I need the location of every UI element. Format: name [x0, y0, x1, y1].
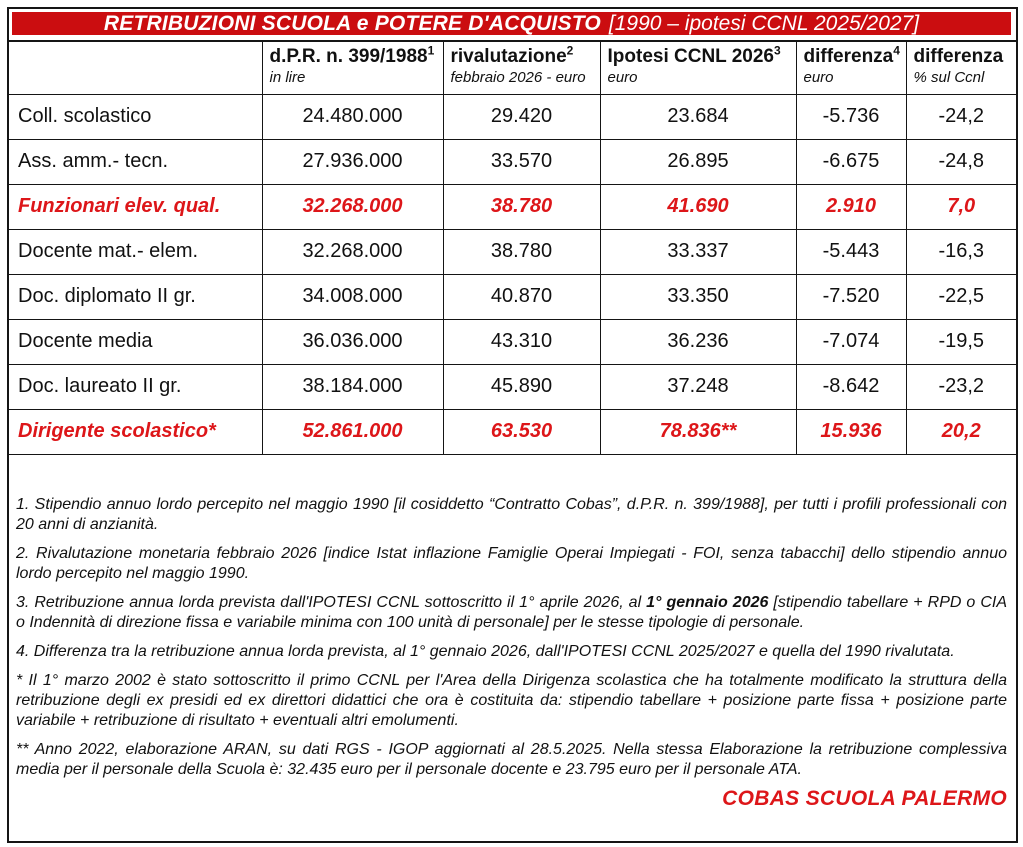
- value-cell: 38.780: [443, 229, 600, 274]
- row-doc-diplomato-ii-gr: [9, 274, 1016, 319]
- column-header-dpr-399-1988: d.P.R. n. 399/1988$^1$ in lire: [262, 42, 443, 94]
- value-cell: -24,2: [906, 94, 1016, 139]
- column-header-rivalutazione: rivalutazione$^2$ febbraio 2026 - euro: [443, 42, 600, 94]
- row-label: Docente media: [9, 319, 262, 364]
- footnote-2: 2. Rivalutazione monetaria febbraio 2026 [indice Istat inflazione Famiglie Operai Impiegati - FOI, senza tabacchi] dello stipendio annuo lordo percepito nel maggio 1990.: [16, 544, 1007, 582]
- value-cell: 20,2: [906, 409, 1016, 454]
- value-cell: -5.736: [796, 94, 906, 139]
- value-cell: 33.350: [600, 274, 796, 319]
- value-cell: -7.074: [796, 319, 906, 364]
- row-doc-laureato-ii-gr: [9, 364, 1016, 409]
- value-cell: 29.420: [443, 94, 600, 139]
- value-cell: -24,8: [906, 139, 1016, 184]
- value-cell: -22,5: [906, 274, 1016, 319]
- column-header-profile: [9, 42, 262, 94]
- value-cell: 15.936: [796, 409, 906, 454]
- title-text-main: RETRIBUZIONI SCUOLA e POTERE D'ACQUISTO: [103, 11, 601, 35]
- title-banner: [12, 12, 1011, 35]
- value-cell: 24.480.000: [262, 94, 443, 139]
- value-cell: 26.895: [600, 139, 796, 184]
- column-header-differenza-percent: differenza % sul Ccnl: [906, 42, 1016, 94]
- value-cell: 38.184.000: [262, 364, 443, 409]
- row-label: Docente mat.- elem.: [9, 229, 262, 274]
- row-label: Doc. laureato II gr.: [9, 364, 262, 409]
- title-text-bracket: [1990 – ipotesi CCNL 2025/2027]: [608, 11, 920, 35]
- signature: COBAS SCUOLA PALERMO: [722, 786, 1007, 810]
- footnotes-section: [9, 455, 1016, 809]
- row-label: Funzionari elev. qual.: [9, 184, 262, 229]
- value-cell: 45.890: [443, 364, 600, 409]
- row-label: Coll. scolastico: [9, 94, 262, 139]
- value-cell: 41.690: [600, 184, 796, 229]
- value-cell: 36.236: [600, 319, 796, 364]
- row-label: Ass. amm.- tecn.: [9, 139, 262, 184]
- footnote-3: 3. Retribuzione annua lorda prevista dall'IPOTESI CCNL sottoscritto il 1° aprile 2026, al 1° gennaio 2026 [stipendio tabellare + RPD o CIA o Indennità di direzione fissa e variabile minima con 100 unità di personale] per le stesse tipologie di personale.: [16, 593, 1008, 631]
- row-label: Doc. diplomato II gr.: [9, 274, 262, 319]
- footnote-4: 4. Differenza tra la retribuzione annua lorda prevista, al 1° gennaio 2026, dall'IPOTESI CCNL 2025/2027 e quella del 1990 rivalutata.: [16, 642, 955, 660]
- value-cell: -7.520: [796, 274, 906, 319]
- value-cell: 36.036.000: [262, 319, 443, 364]
- value-cell: 43.310: [443, 319, 600, 364]
- value-cell: -23,2: [906, 364, 1016, 409]
- salary-table: [9, 42, 1016, 455]
- value-cell: 33.337: [600, 229, 796, 274]
- value-cell: 23.684: [600, 94, 796, 139]
- value-cell: -5.443: [796, 229, 906, 274]
- value-cell: -19,5: [906, 319, 1016, 364]
- value-cell: 27.936.000: [262, 139, 443, 184]
- value-cell: 32.268.000: [262, 184, 443, 229]
- footnote-1: 1. Stipendio annuo lordo percepito nel maggio 1990 [il cosiddetto “Contratto Cobas”, d.P.R. n. 399/1988], per tutti i profili professionali con 20 anni di anzianità.: [16, 495, 1007, 533]
- column-header-ipotesi-ccnl-2026: Ipotesi CCNL 2026$^3$ euro: [600, 42, 796, 94]
- value-cell: -8.642: [796, 364, 906, 409]
- value-cell: -6.675: [796, 139, 906, 184]
- row-funzionari-elev-qual: [9, 184, 1016, 229]
- row-docente-media: [9, 319, 1016, 364]
- value-cell: 34.008.000: [262, 274, 443, 319]
- row-ass-amm-tecn: [9, 139, 1016, 184]
- value-cell: 37.248: [600, 364, 796, 409]
- row-label: Dirigente scolastico*: [9, 409, 262, 454]
- value-cell: 63.530: [443, 409, 600, 454]
- title-row: [9, 9, 1016, 42]
- document-frame: [7, 7, 1018, 843]
- footnote-star: * Il 1° marzo 2002 è stato sottoscritto il primo CCNL per l'Area della Dirigenza scolastica che ha totalmente modificato la struttura della retribuzione degli ex presidi ed ex direttori didattici che ora è costituita da: stipendio tabellare + posizione parte fissa + posizione parte variabile + retribuzione di risultato + eventuali altri emolumenti.: [16, 671, 1007, 729]
- header-row: [9, 42, 1016, 94]
- row-coll-scolastico: [9, 94, 1016, 139]
- value-cell: 52.861.000: [262, 409, 443, 454]
- value-cell: 32.268.000: [262, 229, 443, 274]
- value-cell: 33.570: [443, 139, 600, 184]
- value-cell: 78.836**: [600, 409, 796, 454]
- value-cell: 2.910: [796, 184, 906, 229]
- column-header-differenza-euro: differenza$^4$ euro: [796, 42, 906, 94]
- footnote-double-star: ** Anno 2022, elaborazione ARAN, su dati RGS - IGOP aggiornati al 28.5.2025. Nella stessa Elaborazione la retribuzione complessiva media per il personale della Scuola è: 32.435 euro per il personale docente e 23.795 euro per il personale ATA.: [16, 740, 1007, 778]
- value-cell: 38.780: [443, 184, 600, 229]
- row-docente-mat-elem: [9, 229, 1016, 274]
- value-cell: 40.870: [443, 274, 600, 319]
- row-dirigente-scolastico: [9, 409, 1016, 454]
- value-cell: -16,3: [906, 229, 1016, 274]
- value-cell: 7,0: [906, 184, 1016, 229]
